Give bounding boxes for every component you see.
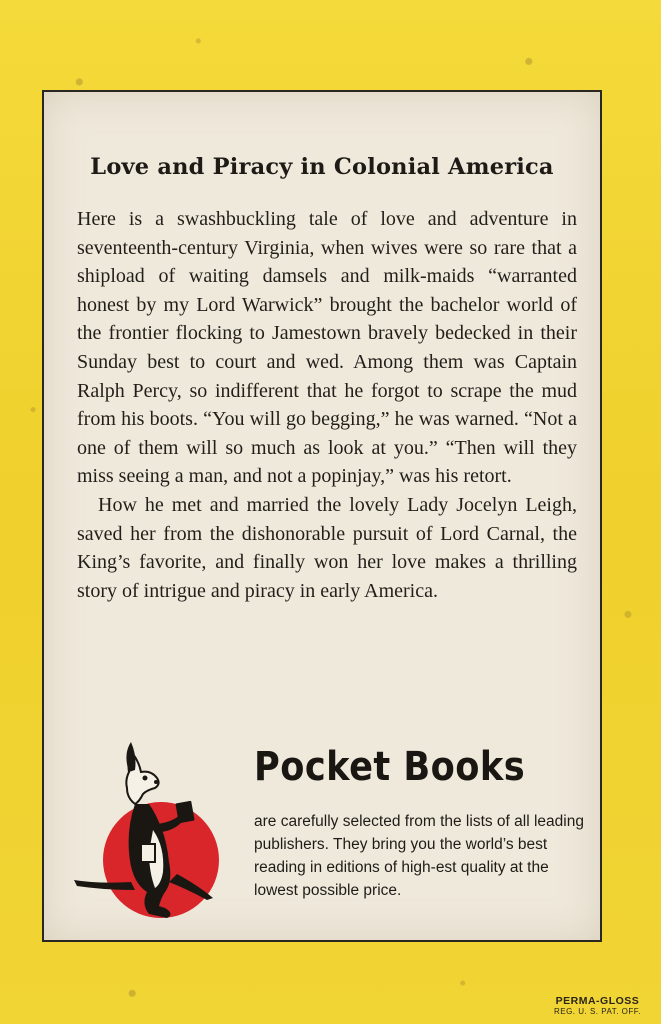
kangaroo-logo-icon	[69, 732, 234, 922]
blurb-paragraph-2: How he met and married the lovely Lady Jocelyn Leigh, saved her from the dishonorable pursuit of Lord Carnal, the King’s favorite, and finally won her love makes a thrilling story of intrigue and piracy in early America.	[77, 493, 577, 602]
publisher-description: are carefully selected from the lists of all leading publishers. They bring you the world’s best reading in editions of high-est quality at the lowest possible price.	[254, 813, 584, 899]
badge-main-text: PERMA-GLOSS	[555, 995, 640, 1007]
perma-gloss-badge	[554, 995, 641, 1016]
badge-sub-text: REG. U. S. PAT. OFF.	[553, 1007, 641, 1016]
blurb	[77, 205, 577, 605]
blurb-paragraph-1: Here is a swashbuckling tale of love and adventure in seventeenth-century Virginia, when wives were so rare that a shipload of waiting damsels and milk-maids “warranted honest by my Lord Warwick” brought the bachelor world of the frontier flocking to Jamestown bravely bedecked in their Sunday best to court and wed. Among them was Captain Ralph Percy, so indifferent that he forgot to scrape the mud from his boots. “You will go begging,” he was warned. “Not a one of them will so much as look at you.” “Then will they miss seeing a man, and not a popinjay,” was his retort.	[77, 208, 577, 488]
text-panel	[42, 90, 602, 942]
publisher-name: Pocket Books	[254, 744, 526, 790]
headline: Love and Piracy in Colonial America	[90, 154, 554, 180]
